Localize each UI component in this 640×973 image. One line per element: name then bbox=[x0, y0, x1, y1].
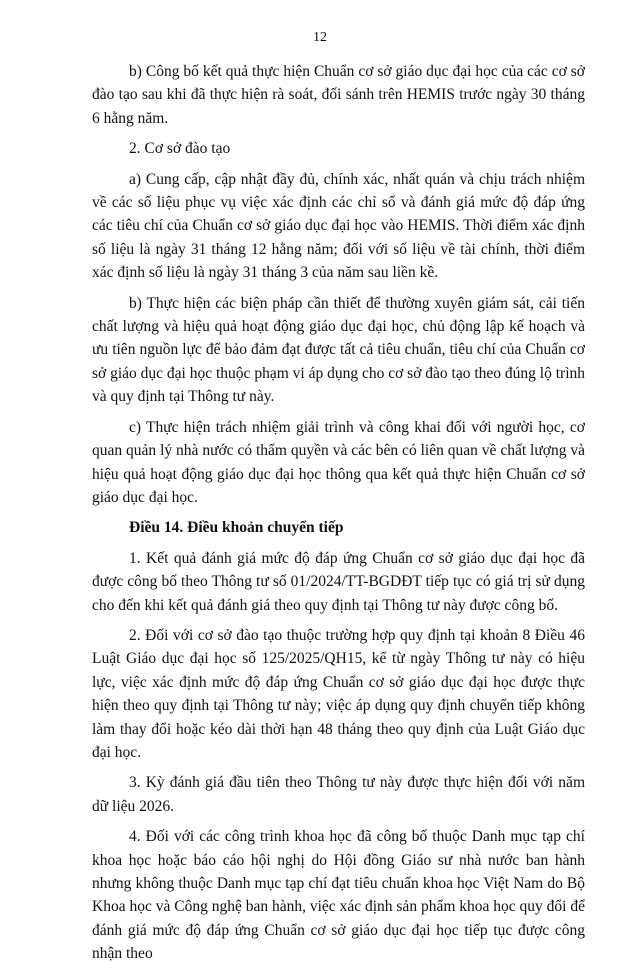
article-14-clause-3: 3. Kỳ đánh giá đầu tiên theo Thông tư này được thực hiện đối với năm dữ liệu 2026. bbox=[92, 774, 585, 815]
article-14-clause-2: 2. Đối với cơ sở đào tạo thuộc trường hợp quy định tại khoản 8 Điều 46 Luật Giáo dục đại học số 125/2025/QH15, kể từ ngày Thông tư này có hiệu lực, việc xác định mức độ đáp ứng Chuẩn cơ sở giáo dục đại học được thực hiện theo quy định tại Thông tư này; việc áp dụng quy định chuyển tiếp không làm thay đổi hoặc kéo dài thời hạn 48 tháng theo quy định của Luật Giáo dục đại học. bbox=[92, 626, 585, 761]
page-number: 12 bbox=[313, 30, 327, 45]
paragraph-1b: b) Công bố kết quả thực hiện Chuẩn cơ sở giáo dục đại học của các cơ sở đào tạo sau khi đã thực hiện rà soát, đối sánh trên HEMIS trước ngày 30 tháng 6 hằng năm. bbox=[92, 63, 585, 127]
paragraph-2-heading: 2. Cơ sở đào tạo bbox=[129, 140, 231, 158]
article-14-heading: Điều 14. Điều khoản chuyển tiếp bbox=[129, 519, 344, 537]
paragraph-2c: c) Thực hiện trách nhiệm giải trình và công khai đối với người học, cơ quan quản lý nhà nước có thẩm quyền và các bên có liên quan về chất lượng và hiệu quả hoạt động giáo dục đại học thông qua kết quả thực hiện Chuẩn cơ sở giáo dục đại học. bbox=[92, 418, 585, 506]
article-14-clause-4: 4. Đối với các công trình khoa học đã công bố thuộc Danh mục tạp chí khoa học hoặc báo cáo hội nghị do Hội đồng Giáo sư nhà nước ban hành nhưng không thuộc Danh mục tạp chí đạt tiêu chuẩn khoa học Việt Nam do Bộ Khoa học và Công nghệ ban hành, việc xác định sản phẩm khoa học quy đổi để đánh giá mức độ đáp ứng Chuẩn cơ sở giáo dục đại học tiếp tục được công nhận theo bbox=[92, 828, 585, 963]
paragraph-2b: b) Thực hiện các biện pháp cần thiết để thường xuyên giám sát, cải tiến chất lượng và hiệu quả hoạt động giáo dục đại học, chủ động lập kế hoạch và ưu tiên nguồn lực để bảo đảm đạt được tất cả tiêu chuẩn, tiêu chí của Chuẩn cơ sở giáo dục đại học thuộc phạm vi áp dụng cho cơ sở đào tạo theo đúng lộ trình và quy định tại Thông tư này. bbox=[92, 294, 585, 406]
paragraph-2a: a) Cung cấp, cập nhật đầy đủ, chính xác, nhất quán và chịu trách nhiệm về các số liệu phục vụ việc xác định các chỉ số và đánh giá mức độ đáp ứng các tiêu chí của Chuẩn cơ sở giáo dục đại học vào HEMIS. Thời điểm xác định số liệu là ngày 31 tháng 12 hằng năm; đối với số liệu về tài chính, thời điểm xác định số liệu là ngày 31 tháng 3 của năm sau liền kề. bbox=[92, 170, 585, 282]
article-14-clause-1: 1. Kết quả đánh giá mức độ đáp ứng Chuẩn cơ sở giáo dục đại học đã được công bố theo Thông tư số 01/2024/TT-BGDĐT tiếp tục có giá trị sử dụng cho đến khi kết quả đánh giá theo quy định tại Thông tư này được công bố. bbox=[92, 549, 585, 614]
document-body bbox=[92, 60, 585, 973]
